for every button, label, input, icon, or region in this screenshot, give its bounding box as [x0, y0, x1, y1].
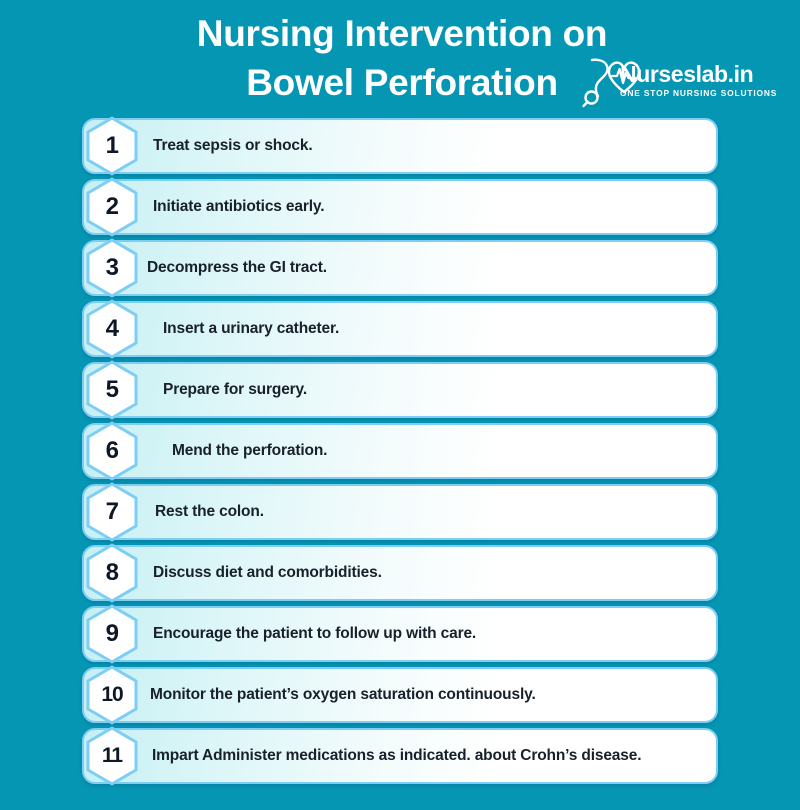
list-item-text: Discuss diet and comorbidities. [153, 564, 382, 581]
hexagon-number-badge [84, 726, 140, 786]
list-item-text: Treat sepsis or shock. [153, 137, 313, 154]
list-item[interactable] [0, 728, 800, 784]
hexagon-number-badge [84, 299, 140, 359]
list-item-text: Insert a urinary catheter. [163, 320, 340, 337]
list-item-text: Prepare for surgery. [163, 381, 308, 398]
list-item-number: 7 [105, 498, 119, 525]
list-item[interactable] [0, 240, 800, 296]
logo-tagline: ONE STOP NURSING SOLUTIONS [620, 88, 778, 98]
list-item-text: Decompress the GI tract. [147, 259, 327, 276]
intervention-list [0, 118, 800, 789]
title-line-2: Bowel Perforation [246, 62, 558, 103]
list-item-number: 8 [105, 559, 119, 586]
hexagon-number-badge [84, 482, 140, 542]
list-item-number: 5 [105, 376, 119, 403]
hexagon-number-badge [84, 543, 140, 603]
list-item[interactable] [0, 667, 800, 723]
list-item[interactable] [0, 362, 800, 418]
list-item-text: Encourage the patient to follow up with care. [153, 625, 477, 642]
list-item[interactable] [0, 606, 800, 662]
hexagon-number-badge [84, 116, 140, 176]
hexagon-number-badge [84, 360, 140, 420]
list-item[interactable] [0, 545, 800, 601]
hexagon-number-badge [84, 665, 140, 725]
list-item[interactable] [0, 484, 800, 540]
logo-text [620, 62, 785, 99]
hexagon-number-badge [84, 604, 140, 664]
hexagon-number-badge [84, 177, 140, 237]
list-item-text: Rest the colon. [155, 503, 264, 520]
list-item-number: 11 [101, 744, 123, 767]
list-item-number: 10 [101, 683, 123, 706]
list-item[interactable] [0, 301, 800, 357]
infographic-header [0, 0, 800, 118]
list-item-number: 9 [105, 620, 119, 647]
hexagon-number-badge [84, 238, 140, 298]
list-item-number: 2 [105, 193, 119, 220]
list-item-text: Initiate antibiotics early. [153, 198, 325, 215]
list-item[interactable] [0, 423, 800, 479]
title-line-1: Nursing Intervention on [196, 13, 608, 54]
list-item[interactable] [0, 179, 800, 235]
list-item-number: 6 [105, 437, 119, 464]
list-item-number: 4 [105, 315, 119, 342]
list-item-text: Impart Administer medications as indicated. about Crohn’s disease. [152, 747, 642, 764]
list-item-text: Mend the perforation. [172, 442, 328, 459]
logo-brand-name: Nurseslab.in [620, 61, 754, 87]
brand-logo [578, 52, 783, 110]
list-item-number: 1 [105, 132, 119, 159]
list-item-number: 3 [105, 254, 119, 281]
list-item-text: Monitor the patient’s oxygen saturation continuously. [150, 686, 536, 703]
hexagon-number-badge [84, 421, 140, 481]
list-item[interactable] [0, 118, 800, 174]
